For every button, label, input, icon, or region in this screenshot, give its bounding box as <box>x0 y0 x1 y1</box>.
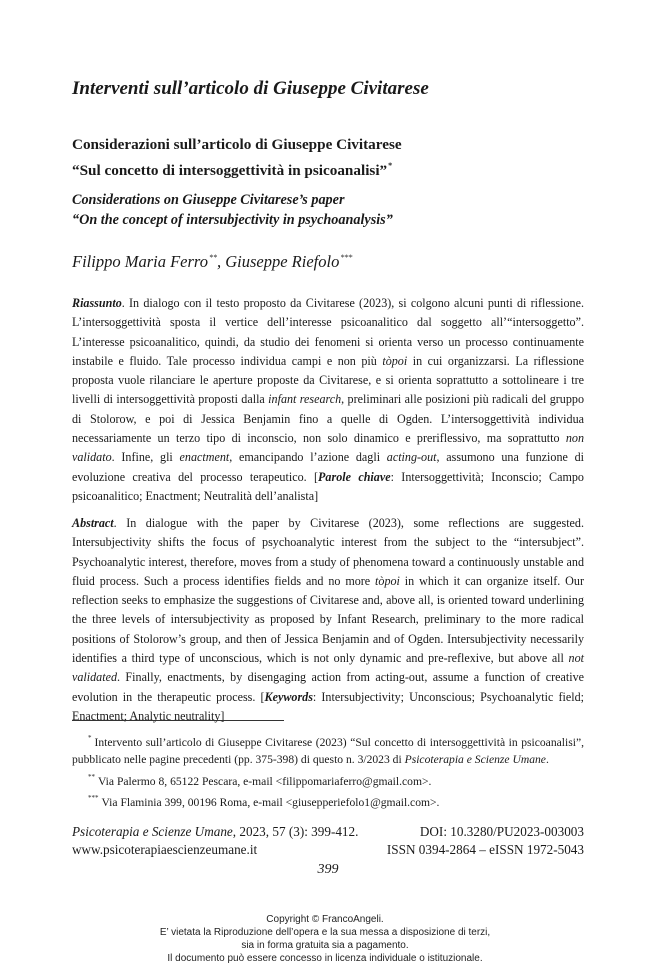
author-name: Filippo Maria Ferro <box>72 252 208 271</box>
footnote-mark: * <box>88 734 92 742</box>
abstract-italic-term: tòpoi <box>375 573 400 588</box>
english-title <box>72 190 393 230</box>
page-number: 399 <box>317 862 339 877</box>
footnote-text: Intervento sull’articolo di Giuseppe Civitarese (2023) “Sul concetto di intersoggettività in psicoanalisi”, pubblicato nelle pagine precedenti (pp. 375-398) di questo n. 3/2023 di <box>72 736 584 766</box>
journal-citation <box>72 823 358 841</box>
abstract-text: . In dialogo con il testo proposto da Civitarese (2023), si colgono alcuni punti di riflessione. L’intersoggettività sposta il vertice dell’interesse psicoanalitico dal soggetto all’“intersoggetto”. L’interesse psicoanalitico, quindi, da studio dei fenomeni si orienta verso un processo continuamente instabile e fluido. Tale processo individua campi e non più <box>72 296 584 368</box>
journal-doi: DOI: 10.3280/PU2023-003003 <box>419 824 584 839</box>
abstract-label: Riassunto <box>72 296 122 310</box>
footnote-journal: Psicoterapia e Scienze Umane <box>404 752 546 766</box>
footnotes <box>72 730 584 812</box>
abstract-italic-term: acting-out <box>386 450 437 465</box>
abstract-italic-term: infant research <box>268 392 342 407</box>
footnote-end: . <box>545 752 549 766</box>
keywords-label: Keywords <box>264 689 313 704</box>
journal-row <box>72 841 584 859</box>
footnote-text: Via Flaminia 399, 00196 Roma, e-mail <giusepperiefolo1@gmail.com>. <box>101 796 440 810</box>
abstract-label: Abstract <box>72 516 114 530</box>
footnote-item <box>72 790 584 812</box>
abstract-italic-term: non validato <box>72 431 584 465</box>
keywords-label: Parole chiave <box>318 469 391 484</box>
footnote-item <box>72 769 584 791</box>
footnote-mark: *** <box>88 794 99 803</box>
abstract-text: in which it can organize itself. Our reflection seeks to emphasize the suggestions of Civitarese and, above all, is oriented toward underlining the three levels of intersubjectivity as proposed by Infant Research, preliminary to the more radical positions of Stolorow’s group, and then of Jessica Benjamin and of Ogden. Intersubjectivity necessarily identifies a third type of unconscious, which is not only dynamic and pre-reflexive, but above all <box>72 573 584 666</box>
abstract-text: , preliminari alle posizioni più radicali del gruppo di Stolorow, e poi di Jessica Benjamin fino a quelle di Ogden. L’intersoggettività individua necessariamente un terzo tipo di inconscio, non solo dinamico e preriflessivo, ma soprattutto <box>72 392 584 446</box>
copyright-line: Copyright © FrancoAngeli. <box>266 914 384 925</box>
copyright-line: sia in forma gratuita sia a pagamento. <box>241 940 409 951</box>
abstract-italic-term: not validated <box>72 651 584 685</box>
english-title-line-1: Considerations on Giuseppe Civitarese’s paper <box>72 192 345 208</box>
italian-title <box>72 134 402 181</box>
copyright-notice <box>0 913 650 965</box>
abstract-text: in cui organizzarsi. La riflessione proposta vuole rilanciare le aperture proposte da Civitarese, e si orienta soprattutto a sottolineare i tre livelli di intersoggettività proposti dalla <box>72 353 584 407</box>
abstract-text: . Infine, gli <box>111 450 180 465</box>
italian-abstract <box>72 294 584 506</box>
author-separator: , <box>216 252 226 271</box>
journal-name: Psicoterapia e Scienze Umane <box>72 824 233 839</box>
journal-info <box>72 823 584 858</box>
copyright-line: Il documento può essere concesso in licenza individuale o istituzionale. <box>167 953 483 964</box>
journal-issn: ISSN 0394-2864 – eISSN 1972-5043 <box>386 841 584 857</box>
abstract-text: , assumono una funzione di evoluzione creativa del processo terapeutico. [ <box>72 450 585 484</box>
journal-volume: , 2023, 57 (3): 399-412. <box>232 824 359 839</box>
keywords-text: : Intersubjectivity; Unconscious; Psychoanalytic field; Enactment; Analytic neutrality] <box>72 689 584 723</box>
abstract-italic-term: enactment <box>179 450 230 465</box>
author-footnote-mark: ** <box>208 253 217 262</box>
abstract-text: , emancipando l’azione dagli <box>229 450 387 465</box>
english-abstract <box>72 514 584 726</box>
italian-title-line-2-text: “Sul concetto di intersoggettività in psicoanalisi” <box>72 162 388 179</box>
footnote-item <box>72 730 584 769</box>
author-name: Giuseppe Riefolo <box>225 252 340 271</box>
footnote-mark: ** <box>88 772 95 781</box>
abstract-text: . In dialogue with the paper by Civitarese (2023), some reflections are suggested. Intersubjectivity shifts the focus of psychoanalytic interest from the subject to the “intersubject”. Psychoanalytic interest, therefore, moves from a study of phenomena toward a continuously unstable and fluid process. Such a process identifies fields and no more <box>72 516 584 588</box>
authors <box>72 252 352 272</box>
italian-title-line-1: Considerazioni sull’articolo di Giuseppe Civitarese <box>72 136 402 153</box>
footnote-mark: * <box>388 161 393 170</box>
journal-website: www.psicoterapiaescienzeumane.it <box>72 841 258 857</box>
copyright-line: E’ vietata la Riproduzione dell’opera e la sua messa a disposizione di terzi, <box>159 927 491 938</box>
journal-row <box>72 823 584 841</box>
keywords-text: : Intersoggettività; Inconscio; Campo psicoanalitico; Enactment; Neutralità dell’analista] <box>72 469 584 503</box>
abstract-italic-term: tòpoi <box>382 353 408 368</box>
italian-title-line-2 <box>72 155 402 181</box>
author-footnote-mark: *** <box>340 253 353 262</box>
abstract-text: . Finally, enactments, by disengaging action from acting-out, assume a function of creative evolution in the therapeutic process. [ <box>72 670 584 704</box>
section-title: Interventi sull’articolo di Giuseppe Civitarese <box>72 78 429 99</box>
english-title-line-2: “On the concept of intersubjectivity in psychoanalysis” <box>72 212 393 228</box>
footnote-text: Via Palermo 8, 65122 Pescara, e-mail <filippomariaferro@gmail.com>. <box>98 774 432 788</box>
footnote-divider <box>72 720 284 721</box>
